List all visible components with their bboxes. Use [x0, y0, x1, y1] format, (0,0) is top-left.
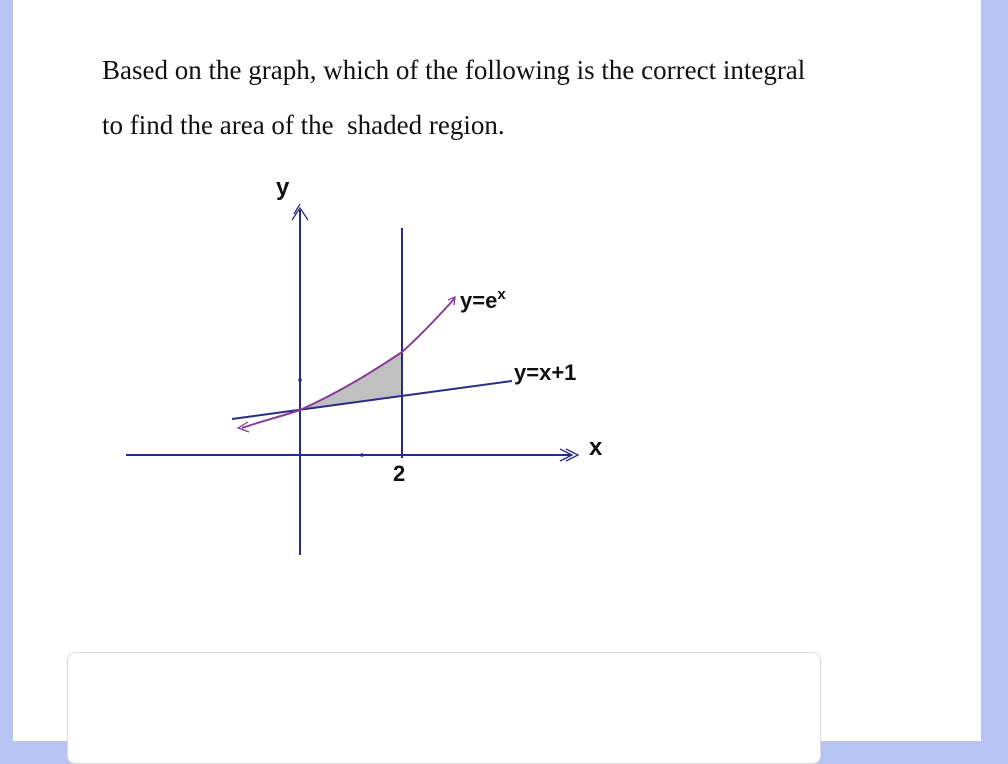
x-tick-1: [360, 453, 364, 457]
y-tick-1: [298, 378, 302, 382]
curve-y-e-x: [242, 298, 455, 428]
shaded-region: [300, 352, 402, 410]
question-line-1: Based on the graph, which of the following is the correct integral: [102, 55, 806, 85]
answer-options-box[interactable]: [67, 652, 821, 764]
x-axis-label: x: [589, 434, 603, 461]
curve-label: [460, 286, 506, 313]
x-tick-label-2: 2: [393, 461, 406, 486]
question-line-2: to find the area of the shaded region.: [102, 110, 505, 140]
line-label: y=x+1: [514, 360, 577, 385]
curve-label-exponent: x: [497, 286, 506, 303]
y-axis-label: y: [276, 174, 290, 201]
curve-label-base: y=e: [460, 288, 498, 313]
